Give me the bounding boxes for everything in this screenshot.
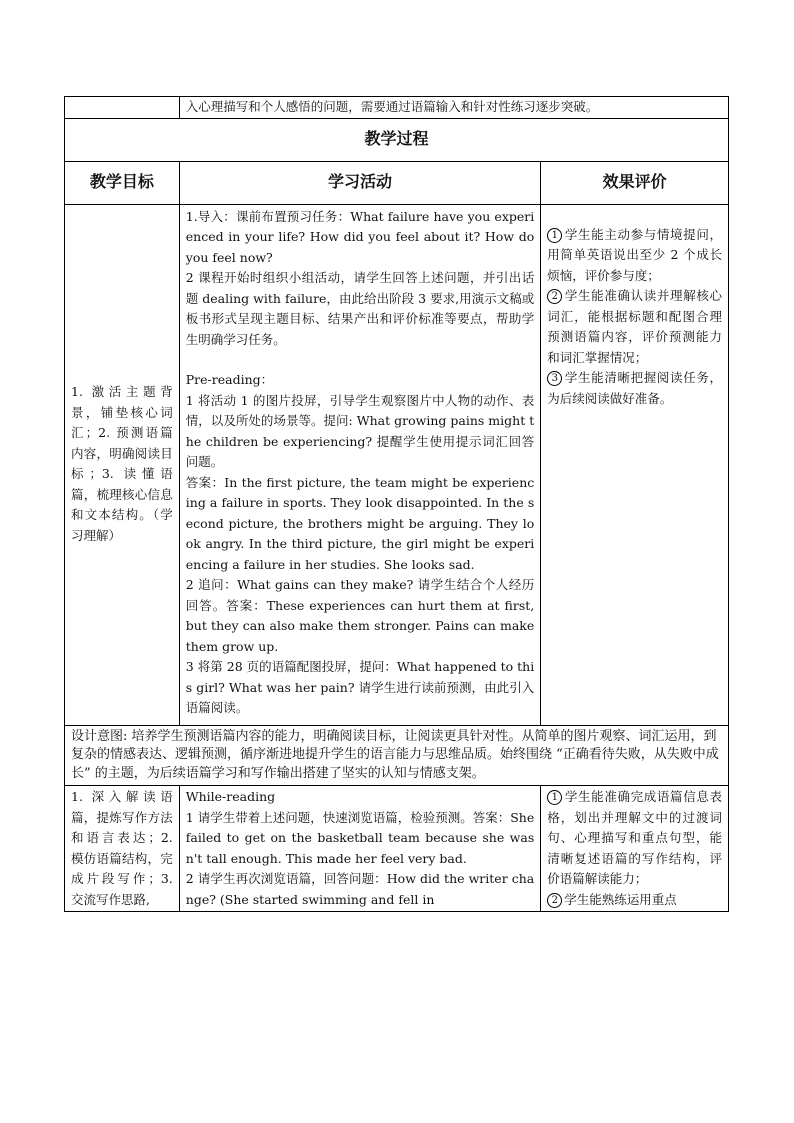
evaluation-item	[547, 286, 722, 368]
block2-row	[65, 786, 729, 912]
evaluation-item	[547, 368, 722, 409]
activity-paragraph: While-reading	[185, 789, 276, 804]
block1-goal: 1. 激活主题背景，铺垫核心词汇；2. 预测语篇内容，明确阅读目标；3. 读懂语篇，梳理核心信息和文本结构。（学习理解）	[65, 204, 180, 725]
activity-paragraph: 2 请学生再次浏览语篇，回答问题：How did the writer change? (She started swimming and fell in	[185, 871, 535, 907]
activity-paragraph: 1.导入：课前布置预习任务：What failure have you experienced in your life? How did you feel about it? How do you feel now?	[185, 208, 535, 265]
block1-activity	[179, 204, 540, 725]
header-activity: 学习活动	[179, 161, 540, 204]
evaluation-text: 学生能主动参与情境提问，用简单英语说出至少 2 个成长烦恼，评价参与度；	[547, 226, 722, 283]
activity-blank-line	[186, 350, 534, 370]
evaluation-text: 学生能准确完成语篇信息表格，划出并理解文中的过渡词句、心理描写和重点句型，能清晰复述语篇的写作结构，评价语篇解读能力；	[547, 789, 722, 886]
circled-number-icon: 1	[547, 790, 562, 805]
header-goal: 教学目标	[65, 161, 180, 204]
evaluation-text: 学生能准确认读并理解核心词汇，能根据标题和配图合理预测语篇内容，评价预测能力和词汇掌握情况；	[547, 288, 722, 365]
block2-evaluation	[541, 786, 729, 912]
circled-number-icon: 2	[547, 893, 562, 908]
circled-number-icon: 2	[547, 289, 562, 304]
activity-paragraph: Pre-reading：	[185, 372, 274, 387]
design-note-row	[65, 725, 729, 786]
header-evaluation: 效果评价	[541, 161, 729, 204]
block1-evaluation	[541, 204, 729, 725]
top-row-left-cell	[65, 97, 180, 119]
lesson-plan-page	[64, 96, 729, 912]
evaluation-item	[547, 890, 722, 911]
circled-number-icon: 3	[547, 371, 562, 386]
top-row-text: 入心理描写和个人感悟的问题，需要通过语篇输入和针对性练习逐步突破。	[179, 97, 728, 119]
evaluation-item	[547, 225, 722, 287]
circled-number-icon: 1	[547, 228, 562, 243]
activity-paragraph: 2 追问：What gains can they make? 请学生结合个人经历回答。答案：These experiences can hurt them at first, but they can also make them stronger. Pains can make them grow up.	[185, 577, 535, 654]
header-row	[65, 161, 729, 204]
block2-goal: 1. 深入解读语篇，提炼写作方法和语言表达；2. 模仿语篇结构，完成片段写作；3. 交流写作思路,	[65, 786, 180, 912]
block2-activity	[179, 786, 540, 912]
evaluation-item	[547, 787, 722, 890]
activity-paragraph: 2 课程开始时组织小组活动，请学生回答上述问题，并引出话题 dealing with failure，由此给出阶段 3 要求,用演示文稿或板书形式呈现主题目标、结果产出和评价标准等要点，帮助学生明确学习任务。	[185, 270, 535, 347]
activity-paragraph: 答案：In the first picture, the team might be experiencing a failure in sports. They look disappointed. In the second picture, the brothers might be arguing. They look angry. In the third picture, the girl might be experiencing a failure in her studies. She looks sad.	[185, 474, 535, 572]
section-title: 教学过程	[65, 118, 729, 161]
lesson-plan-table	[64, 96, 729, 912]
activity-paragraph: 1 将活动 1 的图片投屏，引导学生观察图片中人物的动作、表情，以及所处的场景等。提问: What growing pains might the children be experiencing? 提醒学生使用提示词汇回答问题。	[185, 392, 535, 469]
design-note: 设计意图: 培养学生预测语篇内容的能力，明确阅读目标，让阅读更具针对性。从简单的图片观察、词汇运用，到复杂的情感表达、逻辑预测，循序渐进地提升学生的语言能力与思维品质。始终围绕 “正确看待失败，从失败中成长” 的主题，为后续语篇学习和写作输出搭建了坚实的认知与情感支架。	[65, 725, 729, 786]
activity-paragraph: 3 将第 28 页的语篇配图投屏，提问：What happened to this girl? What was her pain? 请学生进行读前预测，由此引入语篇阅读。	[185, 659, 535, 715]
top-row	[65, 97, 729, 119]
evaluation-text: 学生能熟练运用重点	[564, 891, 677, 907]
block1-row	[65, 204, 729, 725]
section-title-row	[65, 118, 729, 161]
evaluation-text: 学生能清晰把握阅读任务，为后续阅读做好准备。	[547, 370, 722, 406]
activity-paragraph: 1 请学生带着上述问题，快速浏览语篇，检验预测。答案：She failed to get on the basketball team because she wasn't tall enough. This made her feel very bad.	[185, 809, 535, 866]
